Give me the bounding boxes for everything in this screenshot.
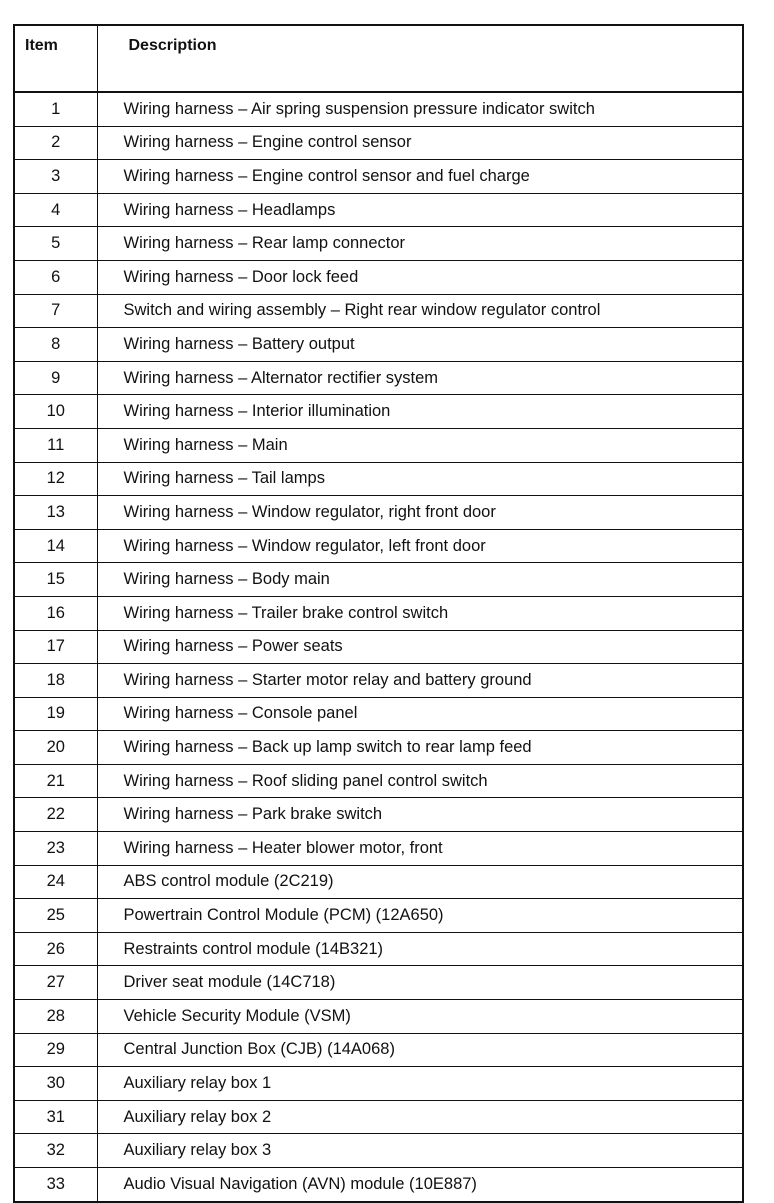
description-column-header: Description: [97, 26, 742, 92]
item-number: 12: [15, 462, 97, 496]
item-description: Wiring harness – Console panel: [97, 697, 742, 731]
item-description: Wiring harness – Park brake switch: [97, 798, 742, 832]
table-body: [15, 92, 742, 1201]
item-number: 10: [15, 395, 97, 429]
item-description: Wiring harness – Headlamps: [97, 193, 742, 227]
item-number: 30: [15, 1067, 97, 1101]
item-number: 11: [15, 428, 97, 462]
item-number: 5: [15, 227, 97, 261]
item-number: 33: [15, 1168, 97, 1201]
table-row: [15, 630, 742, 664]
item-number: 31: [15, 1100, 97, 1134]
item-description: Wiring harness – Roof sliding panel control switch: [97, 764, 742, 798]
table-row: [15, 596, 742, 630]
item-number: 7: [15, 294, 97, 328]
item-number: 14: [15, 529, 97, 563]
item-description: Wiring harness – Starter motor relay and battery ground: [97, 664, 742, 698]
item-description: Wiring harness – Engine control sensor and fuel charge: [97, 160, 742, 194]
item-description: Wiring harness – Window regulator, right front door: [97, 496, 742, 530]
table-row: [15, 361, 742, 395]
item-number: 32: [15, 1134, 97, 1168]
item-number: 23: [15, 832, 97, 866]
item-number: 17: [15, 630, 97, 664]
item-description: Wiring harness – Air spring suspension pressure indicator switch: [97, 92, 742, 126]
table-header-row: [15, 26, 742, 92]
table-row: [15, 294, 742, 328]
item-description: Auxiliary relay box 1: [97, 1067, 742, 1101]
item-description: Central Junction Box (CJB) (14A068): [97, 1033, 742, 1067]
table-row: [15, 932, 742, 966]
item-description: Auxiliary relay box 2: [97, 1100, 742, 1134]
item-number: 9: [15, 361, 97, 395]
item-number: 2: [15, 126, 97, 160]
table-row: [15, 160, 742, 194]
item-description: ABS control module (2C219): [97, 865, 742, 899]
table-row: [15, 395, 742, 429]
item-number: 22: [15, 798, 97, 832]
table-row: [15, 1168, 742, 1201]
item-number: 16: [15, 596, 97, 630]
table-row: [15, 731, 742, 765]
table-row: [15, 428, 742, 462]
item-description: Driver seat module (14C718): [97, 966, 742, 1000]
table-row: [15, 92, 742, 126]
item-description: Switch and wiring assembly – Right rear window regulator control: [97, 294, 742, 328]
table-row: [15, 764, 742, 798]
item-description: Auxiliary relay box 3: [97, 1134, 742, 1168]
item-number: 25: [15, 899, 97, 933]
item-number: 4: [15, 193, 97, 227]
item-number: 13: [15, 496, 97, 530]
table-row: [15, 462, 742, 496]
item-number: 28: [15, 1000, 97, 1034]
item-number: 3: [15, 160, 97, 194]
item-number: 19: [15, 697, 97, 731]
table-row: [15, 1000, 742, 1034]
item-number: 1: [15, 92, 97, 126]
item-description: Vehicle Security Module (VSM): [97, 1000, 742, 1034]
table-row: [15, 832, 742, 866]
item-description: Wiring harness – Main: [97, 428, 742, 462]
item-description: Wiring harness – Window regulator, left front door: [97, 529, 742, 563]
table-row: [15, 529, 742, 563]
item-number: 8: [15, 328, 97, 362]
item-description: Audio Visual Navigation (AVN) module (10E887): [97, 1168, 742, 1201]
item-description: Wiring harness – Rear lamp connector: [97, 227, 742, 261]
item-description: Wiring harness – Battery output: [97, 328, 742, 362]
table-row: [15, 1134, 742, 1168]
item-number: 29: [15, 1033, 97, 1067]
item-description: Wiring harness – Door lock feed: [97, 260, 742, 294]
table-row: [15, 1067, 742, 1101]
component-list-table: [15, 26, 742, 1201]
table-row: [15, 260, 742, 294]
table-row: [15, 899, 742, 933]
item-number: 21: [15, 764, 97, 798]
item-number: 26: [15, 932, 97, 966]
item-description: Wiring harness – Body main: [97, 563, 742, 597]
item-number: 27: [15, 966, 97, 1000]
table-row: [15, 798, 742, 832]
item-description: Powertrain Control Module (PCM) (12A650): [97, 899, 742, 933]
item-description: Restraints control module (14B321): [97, 932, 742, 966]
table-row: [15, 227, 742, 261]
item-description: Wiring harness – Heater blower motor, front: [97, 832, 742, 866]
item-number: 6: [15, 260, 97, 294]
table-row: [15, 563, 742, 597]
item-column-header: Item: [15, 26, 97, 92]
table-row: [15, 697, 742, 731]
table-row: [15, 865, 742, 899]
item-number: 24: [15, 865, 97, 899]
item-description: Wiring harness – Tail lamps: [97, 462, 742, 496]
table-row: [15, 664, 742, 698]
item-description: Wiring harness – Engine control sensor: [97, 126, 742, 160]
table-row: [15, 966, 742, 1000]
table-row: [15, 1100, 742, 1134]
table-row: [15, 126, 742, 160]
component-table: [13, 24, 744, 1203]
table-row: [15, 193, 742, 227]
item-number: 20: [15, 731, 97, 765]
item-description: Wiring harness – Back up lamp switch to rear lamp feed: [97, 731, 742, 765]
table-row: [15, 328, 742, 362]
item-description: Wiring harness – Interior illumination: [97, 395, 742, 429]
item-description: Wiring harness – Alternator rectifier system: [97, 361, 742, 395]
item-description: Wiring harness – Trailer brake control switch: [97, 596, 742, 630]
item-number: 15: [15, 563, 97, 597]
item-description: Wiring harness – Power seats: [97, 630, 742, 664]
table-row: [15, 1033, 742, 1067]
item-number: 18: [15, 664, 97, 698]
table-row: [15, 496, 742, 530]
